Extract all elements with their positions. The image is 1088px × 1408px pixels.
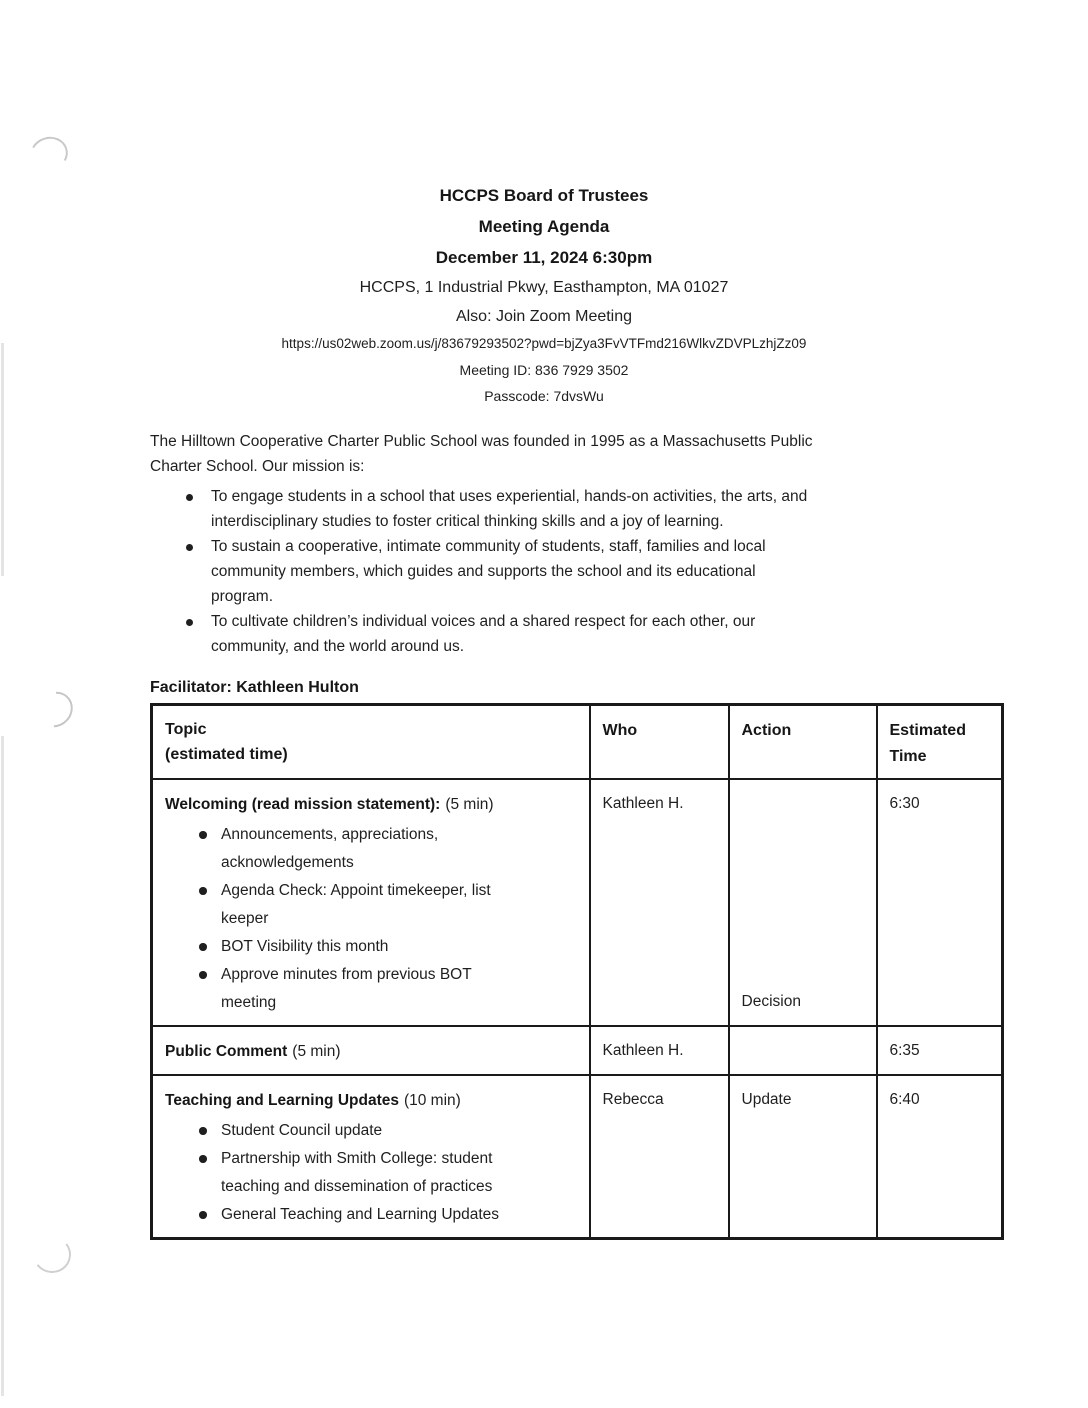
topic-cell [152,779,590,1026]
text-line: The Hilltown Cooperative Charter Public School was founded in 1995 as a Massachusetts Public [150,433,813,450]
topic-bullet [221,1145,579,1201]
zoom-invite-label: Also: Join Zoom Meeting [455,308,633,325]
text-line: program. [211,587,274,605]
text-line: BOT Visibility this month [221,938,389,955]
meeting-id: Meeting ID: 836 7929 3502 [459,362,629,378]
text-line: Announcements, appreciations, [221,826,439,843]
table-row [152,779,1003,1026]
text-line: Student Council update [221,1122,383,1139]
text-line: Topic [165,721,207,738]
document-header [0,180,1088,409]
action-label: Decision [741,993,801,1010]
topic-duration: (5 min) [445,796,494,813]
topic-duration: (10 min) [403,1092,461,1109]
topic-bullet [221,933,579,961]
zoom-url: https://us02web.zoom.us/j/83679293502?pwd=bjZya3FvVTFmd216WlkvZDVPLzhjZz09 [281,336,807,351]
table-row [152,1075,1003,1239]
text-line: To cultivate children’s individual voices and a shared respect for each other, our [211,613,756,631]
scan-artifact-arc-bottom [31,1234,74,1276]
topic-heading [165,1087,579,1115]
topic-duration: (5 min) [292,1043,341,1060]
intro-paragraph [150,430,950,479]
mission-bullet [211,610,950,659]
text-line: meeting [221,994,277,1011]
who-cell: Kathleen H. [590,1026,729,1075]
col-header-action: Action [729,705,877,780]
topic-bullet [221,821,579,877]
facilitator-label: Facilitator: Kathleen Hulton [150,679,359,696]
mission-bullet [211,485,950,534]
text-line: Charter School. Our mission is: [150,457,365,475]
topic-bullet [221,877,579,933]
text-line: interdisciplinary studies to foster critical thinking skills and a joy of learning. [211,512,724,530]
agenda-table [150,703,1004,1240]
col-header-time: Estimated Time [877,705,1003,780]
text-line: community, and the world around us. [211,637,465,655]
topic-bullet [221,1117,579,1145]
text-line: (estimated time) [165,745,288,763]
topic-cell [152,1026,590,1075]
text-line: Partnership with Smith College: student [221,1150,493,1167]
who-cell: Rebecca [590,1075,729,1239]
time-cell: 6:30 [877,779,1003,1026]
doc-datetime: December 11, 2024 6:30pm [435,248,653,267]
scan-edge-line-lower [1,736,4,1396]
text-line: To engage students in a school that uses experiential, hands-on activities, the arts, and [211,488,808,506]
col-header-topic [152,705,590,780]
text-line: community members, which guides and supports the school and its educational [211,562,756,580]
topic-title: Public Comment [165,1043,288,1060]
action-cell [729,1026,877,1075]
table-header-row [152,705,1003,780]
col-header-who: Who [590,705,729,780]
topic-heading [165,1038,579,1066]
text-line: General Teaching and Learning Updates [221,1206,500,1223]
action-cell [729,779,877,1026]
text-line: Agenda Check: Appoint timekeeper, list [221,882,491,899]
mission-section [150,430,950,660]
topic-bullet-list [165,1117,579,1229]
table-row [152,1026,1003,1075]
who-cell: Kathleen H. [590,779,729,1026]
time-cell: 6:40 [877,1075,1003,1239]
action-cell: Update [729,1075,877,1239]
time-cell: 6:35 [877,1026,1003,1075]
text-line: teaching and dissemination of practices [221,1178,493,1195]
topic-bullet [221,961,579,1017]
topic-cell [152,1075,590,1239]
mission-bullet-list [150,485,950,659]
doc-subtitle: Meeting Agenda [478,217,610,236]
mission-bullet [211,535,950,609]
passcode: Passcode: 7dvsWu [484,388,604,404]
doc-location: HCCPS, 1 Industrial Pkwy, Easthampton, MA 01027 [359,279,729,296]
text-line: Approve minutes from previous BOT [221,966,472,983]
text-line: acknowledgements [221,854,354,871]
scan-artifact-arc-middle [30,684,80,734]
text-line: keeper [221,910,269,927]
doc-title: HCCPS Board of Trustees [439,186,649,205]
text-line: To sustain a cooperative, intimate community of students, staff, families and local [211,538,766,556]
topic-title: Welcoming (read mission statement): [165,796,441,813]
topic-bullet-list [165,821,579,1017]
scan-artifact-arc-top [26,132,73,176]
topic-heading [165,791,579,819]
topic-bullet [221,1201,579,1229]
topic-title: Teaching and Learning Updates [165,1092,399,1109]
